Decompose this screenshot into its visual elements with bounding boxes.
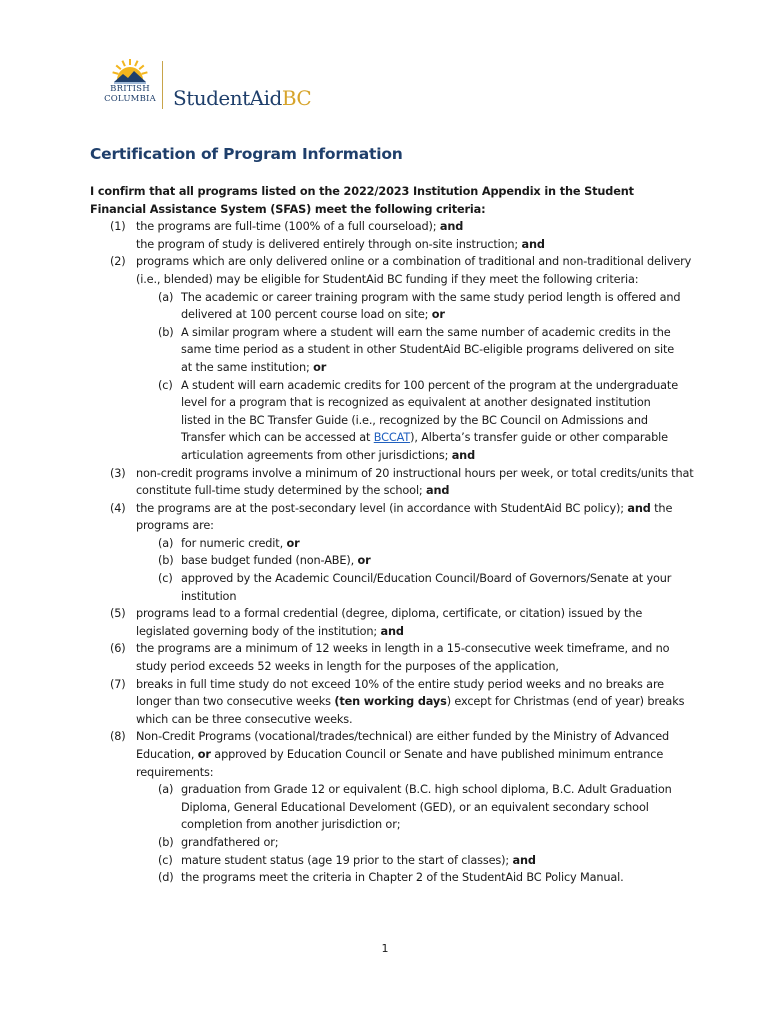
sub-item-text <box>181 852 681 870</box>
item-text <box>130 676 696 729</box>
item-4b-text: base budget funded (non-ABE), <box>181 554 355 568</box>
sub-item-number: (c) <box>158 378 173 392</box>
studentaid-bc-logo <box>104 58 312 114</box>
item-number: (4) <box>110 501 126 515</box>
list-item <box>90 218 690 253</box>
item-number: (5) <box>110 607 126 621</box>
sub-item-text: the programs meet the criteria in Chapter 2 of the StudentAid BC Policy Manual. <box>181 871 624 885</box>
item-5-text: programs lead to a formal credential (degree, diploma, certificate, or citation) issued by the legislated governing body of the institution; <box>136 607 643 638</box>
sub-item-number: (b) <box>158 325 174 339</box>
item-2b-text: A similar program where a student will earn the same number of academic credits in the same time period as a student in other StudentAid BC-eligible programs delivered on site at the same institution; <box>181 325 675 374</box>
sub-list-item <box>90 781 690 834</box>
item-4a-text: for numeric credit, <box>181 536 284 550</box>
list-item <box>90 676 690 729</box>
item-5-conj: and <box>380 624 404 638</box>
sub-list-item <box>90 377 690 465</box>
sub-item-number: (a) <box>158 290 174 304</box>
sub-list-item <box>90 324 690 377</box>
item-number: (3) <box>110 466 126 480</box>
item-3-conj: and <box>426 484 450 498</box>
item-8-text-after: approved by Education Council or Senate and have published minimum entrance requirements: <box>136 748 664 779</box>
sub-item-text <box>181 289 681 324</box>
item-number: (7) <box>110 677 126 691</box>
sub-item-text <box>181 552 681 570</box>
item-1-line2: the program of study is delivered entirely through on-site instruction; <box>136 237 519 251</box>
sub-item-number: (a) <box>158 536 174 550</box>
item-8c-text: mature student status (age 19 prior to the start of classes); <box>181 853 510 867</box>
item-7-text-after: ) except for Christmas (end of year) breaks which can be three consecutive weeks. <box>136 695 685 726</box>
sub-item-number: (c) <box>158 853 173 867</box>
list-item <box>90 253 690 288</box>
item-number: (6) <box>110 642 126 656</box>
item-text <box>130 605 696 640</box>
item-number: (2) <box>110 255 126 269</box>
bc-line1: BRITISH <box>110 84 150 94</box>
item-8c-conj: and <box>512 853 536 867</box>
sub-item-text <box>181 535 681 553</box>
wordmark-main: StudentAid <box>173 86 282 110</box>
sub-list-item <box>90 852 690 870</box>
item-2a-conj: or <box>431 308 445 322</box>
item-text: the programs are a minimum of 12 weeks in length in a 15-consecutive week timeframe, and no study period exceeds 52 weeks in length for the purposes of the application, <box>136 642 670 674</box>
list-item <box>90 465 694 500</box>
item-1-and2: and <box>521 237 545 251</box>
item-7-text-before: breaks in full time study do not exceed 10% of the entire study period weeks and no breaks are longer than two consecutive weeks <box>136 677 664 709</box>
item-4-line2: the programs are: <box>136 501 673 533</box>
item-1-line1: the programs are full-time (100% of a full courseload); <box>136 220 437 234</box>
item-2c-text-before: A student will earn academic credits for 100 percent of the program at the undergraduate level for a program that is recognized as equivalent at another designated institution listed in the BC Transfer Guide (i.e., recognized by the BC Council on Admissions and Transfer which can be accessed at <box>181 378 678 445</box>
item-8-bold: or <box>197 748 211 761</box>
criteria-body <box>90 183 694 887</box>
item-number: (8) <box>110 730 126 744</box>
item-text <box>130 465 696 500</box>
british-columbia-text <box>104 85 156 104</box>
item-2b-conj: or <box>313 360 327 374</box>
item-2a-text: The academic or career training program with the same study period length is offered and delivered at 100 percent course load on site; <box>181 290 681 322</box>
intro-paragraph: I confirm that all programs listed on the 2022/2023 Institution Appendix in the Student Financial Assistance System (SFAS) meet the following criteria: <box>90 185 634 216</box>
item-text: programs which are only delivered online or a combination of traditional and non-traditional delivery (i.e., blended) may be eligible for StudentAid BC funding if they meet the following criteria: <box>136 255 692 286</box>
page-number: 1 <box>381 942 389 955</box>
item-3-text: non-credit programs involve a minimum of 20 instructional hours per week, or total credits/units that constitute full-time study determined by the school; <box>136 466 694 498</box>
sub-item-text: graduation from Grade 12 or equivalent (B.C. high school diploma, B.C. Adult Graduation Diploma, General Educational Develoment (GED), or an equivalent secondary school completion from another jurisdiction or; <box>181 783 672 832</box>
item-text <box>130 218 696 253</box>
list-item <box>90 728 690 781</box>
sub-item-text <box>181 377 681 465</box>
sub-item-text: approved by the Academic Council/Education Council/Board of Governors/Senate at your institution <box>181 572 672 603</box>
sub-list-item <box>90 289 690 324</box>
list-item <box>90 640 690 675</box>
studentaid-wordmark <box>173 86 311 110</box>
sub-list-item <box>90 535 690 553</box>
item-text <box>130 500 696 535</box>
bccat-link[interactable]: BCCAT <box>373 431 411 445</box>
item-text <box>130 728 696 781</box>
wordmark-accent: BC <box>281 86 312 110</box>
item-1-and1: and <box>439 220 464 234</box>
sub-item-text: grandfathered or; <box>181 835 279 849</box>
sub-list-item <box>90 869 690 887</box>
sub-item-number: (c) <box>158 572 173 586</box>
item-4-conj: and <box>627 501 651 515</box>
sub-list-item <box>90 834 690 852</box>
list-item <box>90 500 690 535</box>
sub-item-number: (a) <box>158 783 174 797</box>
bc-line2: COLUMBIA <box>104 93 156 104</box>
item-4b-conj: or <box>357 554 371 568</box>
list-item <box>90 605 690 640</box>
sub-item-number: (b) <box>158 835 174 849</box>
item-4-text: the programs are at the post-secondary level (in accordance with StudentAid BC policy); <box>136 501 624 515</box>
sub-list-item <box>90 570 690 605</box>
logo-divider <box>162 61 163 109</box>
sub-item-number: (b) <box>158 554 174 568</box>
item-4a-conj: or <box>286 536 300 550</box>
page-title: Certification of Program Information <box>90 145 403 163</box>
item-2c-text-after: ), Alberta’s transfer guide or other comparable articulation agreements from other jurisdictions; <box>181 431 668 462</box>
sub-list-item <box>90 552 690 570</box>
sub-item-number: (d) <box>158 871 174 885</box>
sub-item-text <box>181 324 681 377</box>
item-7-bold: (ten working days <box>334 695 447 709</box>
item-2c-conj: and <box>451 448 476 462</box>
item-8-text-before: Non-Credit Programs (vocational/trades/technical) are either funded by the Ministry of Advanced Education, <box>136 730 670 761</box>
item-number: (1) <box>110 220 126 234</box>
